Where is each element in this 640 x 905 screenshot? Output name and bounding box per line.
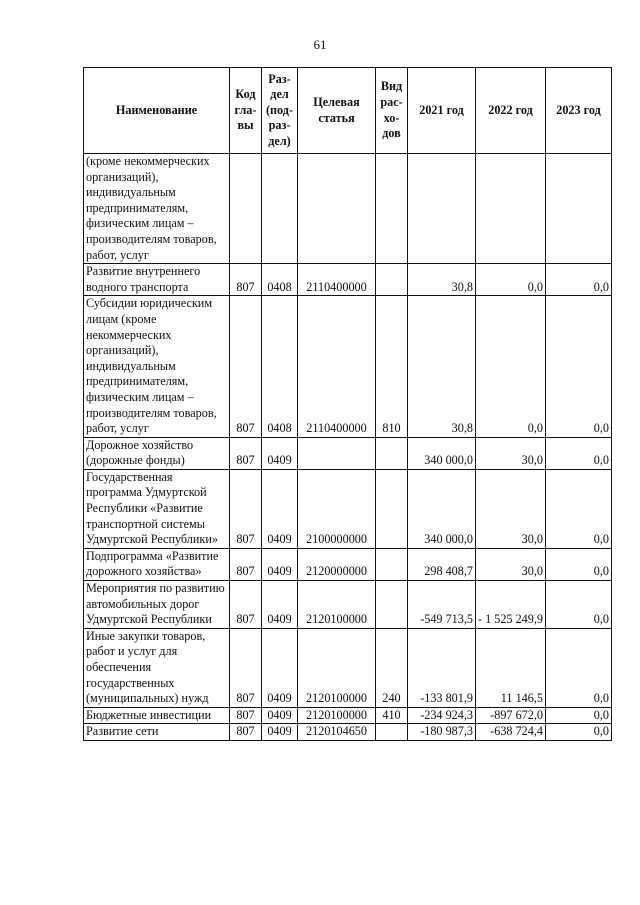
row-2023: 0,0 [546,724,612,741]
row-section: 0409 [262,548,298,580]
row-name: Мероприятия по развитию автомобильных дорог Удмуртской Республики [84,581,230,629]
row-2023: 0,0 [546,437,612,469]
row-section [262,154,298,264]
row-2022: -897 672,0 [476,707,546,724]
row-2022: 0,0 [476,264,546,296]
row-target: 2120000000 [298,548,376,580]
row-target: 2110400000 [298,296,376,437]
table-row [84,548,612,580]
row-2023 [546,154,612,264]
row-2021: -234 924,3 [408,707,476,724]
row-target: 2120100000 [298,707,376,724]
row-kind [376,581,408,629]
row-target: 2100000000 [298,469,376,548]
row-2021: 340 000,0 [408,469,476,548]
row-2021 [408,154,476,264]
row-2021: 340 000,0 [408,437,476,469]
row-name: Бюджетные инвестиции [84,707,230,724]
row-2022 [476,154,546,264]
row-name: Развитие внутреннего водного транспорта [84,264,230,296]
table-row [84,469,612,548]
row-kind [376,437,408,469]
col-header-kind: Вид рас-хо-дов [376,68,408,154]
col-header-name: Наименование [84,68,230,154]
row-target [298,437,376,469]
row-2022: - 1 525 249,9 [476,581,546,629]
row-2023: 0,0 [546,581,612,629]
table-row [84,264,612,296]
table-row [84,437,612,469]
table-row [84,707,612,724]
row-kind [376,548,408,580]
row-code: 807 [230,581,262,629]
row-name: Развитие сети [84,724,230,741]
row-2023: 0,0 [546,628,612,707]
row-2022: -638 724,4 [476,724,546,741]
table-row [84,628,612,707]
row-section: 0409 [262,707,298,724]
row-2022: 0,0 [476,296,546,437]
row-kind [376,264,408,296]
row-2022: 30,0 [476,548,546,580]
table-row [84,581,612,629]
row-2023: 0,0 [546,548,612,580]
row-name: Дорожное хозяйство (дорожные фонды) [84,437,230,469]
row-code: 807 [230,296,262,437]
row-section: 0409 [262,437,298,469]
row-name: (кроме некоммерческих организаций), индивидуальным предпринимателям, физическим лицам – производителям товаров, работ, услуг [84,154,230,264]
row-2023: 0,0 [546,707,612,724]
budget-table [83,67,612,741]
row-2022: 30,0 [476,437,546,469]
row-2023: 0,0 [546,264,612,296]
row-2022: 30,0 [476,469,546,548]
row-2021: 30,8 [408,296,476,437]
row-section: 0408 [262,296,298,437]
page-number: 61 [313,37,327,52]
row-kind [376,154,408,264]
row-name: Подпрограмма «Развитие дорожного хозяйства» [84,548,230,580]
header-row [84,68,612,154]
row-target [298,154,376,264]
row-2021: -180 987,3 [408,724,476,741]
row-name: Иные закупки товаров, работ и услуг для обеспечения государственных (муниципальных) нужд [84,628,230,707]
row-kind [376,469,408,548]
row-2021: -549 713,5 [408,581,476,629]
row-target: 2120100000 [298,628,376,707]
col-header-code: Код гла-вы [230,68,262,154]
row-name: Субсидии юридическим лицам (кроме некоммерческих организаций), индивидуальным предпринимателям, физическим лицам – производителям товаров, работ, услуг [84,296,230,437]
row-section: 0409 [262,581,298,629]
row-2023: 0,0 [546,469,612,548]
col-header-2021: 2021 год [408,68,476,154]
row-code: 807 [230,724,262,741]
row-2022: 11 146,5 [476,628,546,707]
table-row [84,296,612,437]
table-row [84,154,612,264]
col-header-target: Целевая статья [298,68,376,154]
col-header-2023: 2023 год [546,68,612,154]
row-target: 2120100000 [298,581,376,629]
row-section: 0408 [262,264,298,296]
row-code: 807 [230,437,262,469]
table-row [84,724,612,741]
row-target: 2120104650 [298,724,376,741]
row-2021: 30,8 [408,264,476,296]
row-code [230,154,262,264]
row-code: 807 [230,469,262,548]
col-header-section: Раз-дел (под-раз-дел) [262,68,298,154]
row-kind: 810 [376,296,408,437]
col-header-2022: 2022 год [476,68,546,154]
row-2021: -133 801,9 [408,628,476,707]
row-section: 0409 [262,628,298,707]
row-section: 0409 [262,469,298,548]
row-name: Государственная программа Удмуртской Республики «Развитие транспортной системы Удмуртской Республики» [84,469,230,548]
row-kind: 410 [376,707,408,724]
row-code: 807 [230,548,262,580]
row-2021: 298 408,7 [408,548,476,580]
row-2023: 0,0 [546,296,612,437]
row-code: 807 [230,628,262,707]
row-target: 2110400000 [298,264,376,296]
row-code: 807 [230,264,262,296]
row-kind: 240 [376,628,408,707]
row-code: 807 [230,707,262,724]
row-kind [376,724,408,741]
row-section: 0409 [262,724,298,741]
